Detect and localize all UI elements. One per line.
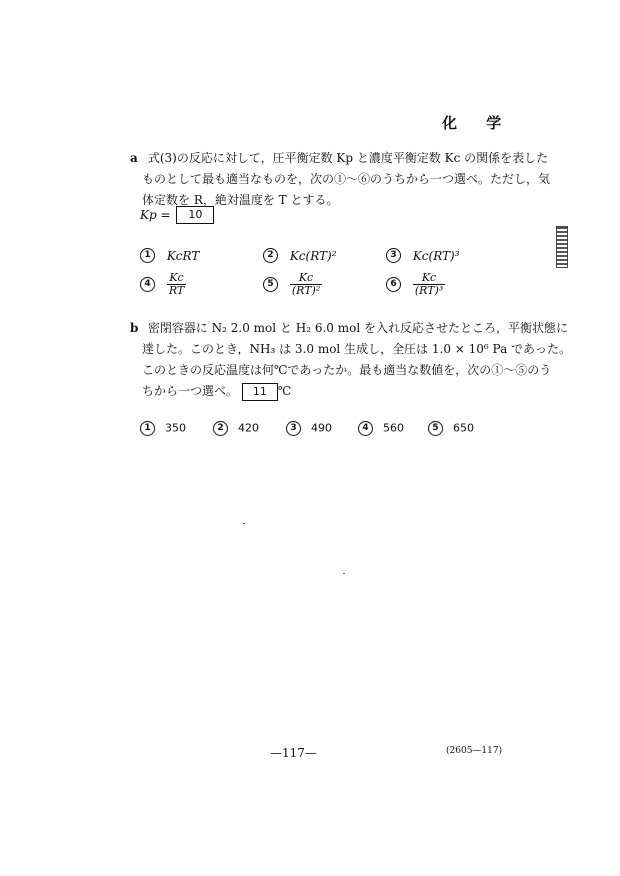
answer-box-11[interactable]: 11 [242, 383, 278, 401]
option-a-1-formula: KcRT [166, 248, 200, 263]
fraction-denominator: (RT)³ [414, 284, 444, 297]
option-number-4: 4 [140, 277, 155, 292]
option-a-6[interactable] [386, 272, 445, 297]
option-a-2-formula: Kc(RT)² [289, 248, 337, 263]
option-a-3[interactable] [386, 248, 460, 263]
option-number-2: 2 [213, 421, 228, 436]
scan-speck [343, 573, 345, 574]
option-b-2-value: 420 [238, 421, 259, 435]
question-a-line-1 [130, 150, 548, 166]
question-b-line-1 [130, 320, 568, 336]
option-a-5-fraction [290, 272, 322, 297]
kp-answer-line [140, 206, 214, 224]
option-number-1: 1 [140, 248, 155, 263]
scan-speck [243, 523, 245, 524]
question-b-text-1: 密閉容器に N₂ 2.0 mol と H₂ 6.0 mol を入れ反応させたところ，平衡状態に [147, 321, 568, 335]
option-b-5-value: 650 [453, 421, 474, 435]
fraction-denominator: (RT)² [291, 284, 321, 297]
option-b-4[interactable] [358, 421, 404, 436]
page-number: —117— [270, 746, 317, 760]
answer-unit: ℃ [277, 384, 292, 398]
question-b-tag: b [130, 321, 139, 335]
question-a-line-3: 体定数を R，絶対温度を T とする。 [142, 193, 339, 207]
option-number-6: 6 [386, 277, 401, 292]
option-b-5[interactable] [428, 421, 474, 436]
option-number-5: 5 [428, 421, 443, 436]
fraction-numerator: Kc [290, 272, 322, 285]
kp-label: Kp = [140, 207, 171, 222]
question-a-line-2: ものとして最も適当なものを，次の①～⑥のうちから一つ選べ。ただし，気 [142, 172, 551, 186]
question-b-line-2: 達した。このとき，NH₃ は 3.0 mol 生成し，全圧は 1.0 × 10⁶ Pa であった。 [142, 342, 571, 356]
option-number-4: 4 [358, 421, 373, 436]
option-a-5[interactable] [263, 272, 322, 297]
option-number-3: 3 [286, 421, 301, 436]
question-a-tag: a [130, 151, 138, 165]
fraction-denominator: RT [168, 284, 185, 297]
question-b-line-3: このときの反応温度は何℃であったか。最も適当な数値を，次の①～⑤のう [142, 363, 552, 377]
option-b-2[interactable] [213, 421, 259, 436]
question-b-line-4 [142, 383, 291, 401]
option-b-1[interactable] [140, 421, 186, 436]
option-number-2: 2 [263, 248, 278, 263]
subject-title: 化 学 [442, 114, 514, 132]
option-number-5: 5 [263, 277, 278, 292]
option-a-2[interactable] [263, 248, 337, 263]
fraction-numerator: Kc [167, 272, 186, 285]
side-registration-mark [556, 226, 568, 268]
option-b-3-value: 490 [311, 421, 332, 435]
option-number-1: 1 [140, 421, 155, 436]
answer-box-10[interactable]: 10 [176, 206, 214, 224]
fraction-numerator: Kc [413, 272, 445, 285]
option-a-1[interactable] [140, 248, 199, 263]
option-a-6-fraction [413, 272, 445, 297]
option-a-4-fraction [167, 272, 186, 297]
option-b-4-value: 560 [383, 421, 404, 435]
option-b-1-value: 350 [165, 421, 186, 435]
page-code: (2605—117) [446, 746, 503, 756]
option-a-4[interactable] [140, 272, 186, 297]
question-a-text-1: 式(3)の反応に対して，圧平衡定数 Kp と濃度平衡定数 Kc の関係を表した [147, 151, 549, 165]
option-a-3-formula: Kc(RT)³ [412, 248, 460, 263]
option-number-3: 3 [386, 248, 401, 263]
option-b-3[interactable] [286, 421, 332, 436]
question-b-text-4: ちから一つ選べ。 [142, 384, 239, 398]
